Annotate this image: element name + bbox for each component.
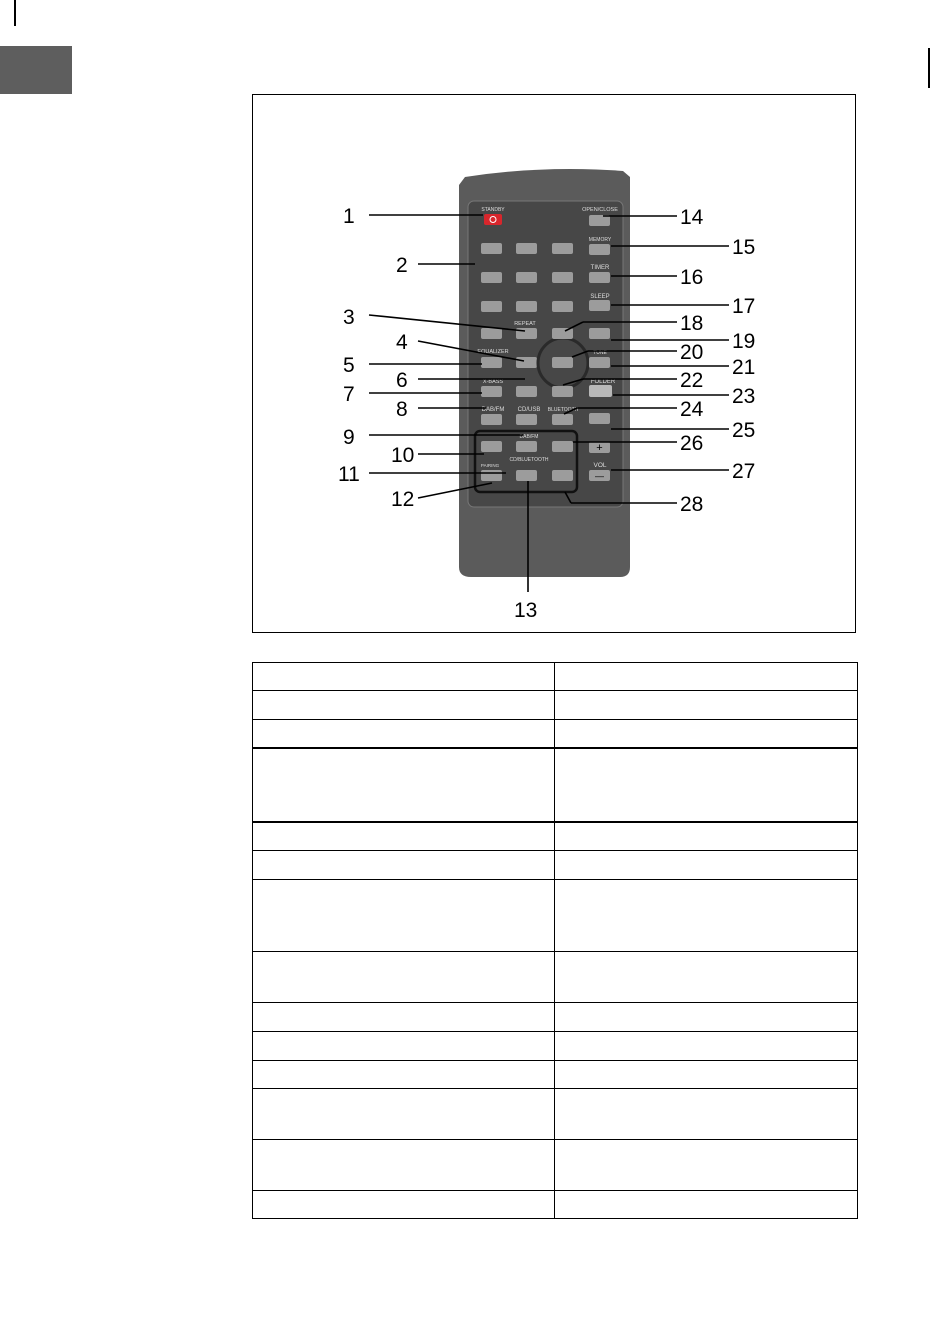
language-tab — [0, 46, 72, 94]
stop-button[interactable] — [516, 470, 537, 481]
table-cell-function — [555, 851, 858, 880]
stop-tuning-button[interactable] — [589, 328, 610, 339]
sleep-label: SLEEP — [590, 294, 610, 300]
table-cell-control — [253, 1140, 555, 1191]
page-edge-mark-left — [14, 0, 16, 26]
table-row — [253, 851, 858, 880]
memory-label: MEMORY — [588, 237, 612, 243]
table-row — [253, 1003, 858, 1032]
callout-13: 13 — [514, 599, 538, 622]
table-cell-control — [253, 1032, 555, 1061]
callout-3: 3 — [343, 306, 355, 329]
repeat-label: REPEAT — [514, 321, 536, 327]
plus-icon: + — [596, 442, 603, 454]
callout-16: 16 — [680, 266, 704, 289]
x-bass-label: X-BASS — [482, 379, 504, 385]
table-cell-function — [555, 748, 858, 822]
table-cell-control — [253, 851, 555, 880]
callout-23: 23 — [732, 385, 756, 408]
table-cell-function — [555, 822, 858, 851]
standby-button[interactable] — [484, 214, 502, 225]
x-bass-button[interactable] — [481, 386, 502, 397]
sleep-button[interactable] — [589, 300, 610, 311]
key-9[interactable] — [552, 301, 573, 312]
cd-bluetooth-group-label: CD/BLUETOOTH — [509, 457, 549, 463]
callout-18: 18 — [680, 312, 704, 335]
table-cell-function — [555, 1140, 858, 1191]
callout-17: 17 — [732, 295, 756, 318]
timer-button[interactable] — [589, 272, 610, 283]
minus-icon: — — [595, 471, 604, 481]
callout-9: 9 — [343, 426, 355, 449]
callout-22: 22 — [680, 369, 704, 392]
table-cell-function — [555, 720, 858, 749]
table-row — [253, 1191, 858, 1219]
callout-12: 12 — [391, 488, 415, 511]
skip-back-button[interactable] — [516, 357, 537, 368]
table-cell-control — [253, 880, 555, 952]
key-1[interactable] — [481, 243, 502, 254]
table-cell-control — [253, 748, 555, 822]
table-cell-function — [555, 952, 858, 1003]
play-pause-button[interactable] — [552, 470, 573, 481]
table-cell-control — [253, 822, 555, 851]
table-cell-control — [253, 663, 555, 691]
mute-button[interactable] — [589, 413, 610, 424]
skip-forward-button[interactable] — [589, 357, 610, 368]
callout-4: 4 — [396, 331, 408, 354]
scan-button[interactable] — [516, 441, 537, 452]
table-row — [253, 720, 858, 749]
prog-button[interactable] — [516, 386, 537, 397]
table-row — [253, 691, 858, 720]
table-cell-control — [253, 1061, 555, 1089]
callout-7: 7 — [343, 383, 355, 406]
table-cell-function — [555, 1089, 858, 1140]
callout-27: 27 — [732, 460, 756, 483]
page-edge-mark-right — [928, 48, 930, 88]
callout-15: 15 — [732, 236, 756, 259]
table-cell-function — [555, 1003, 858, 1032]
callout-19: 19 — [732, 330, 756, 353]
callout-5: 5 — [343, 354, 355, 377]
table-cell-control — [253, 691, 555, 720]
nav-up-button[interactable] — [552, 328, 573, 339]
table-cell-function — [555, 880, 858, 952]
table-cell-control — [253, 1089, 555, 1140]
callout-14: 14 — [680, 206, 704, 229]
standby-label: STANDBY — [481, 207, 505, 213]
bluetooth-button[interactable] — [552, 414, 573, 425]
button-function-table — [252, 662, 858, 1219]
table-row — [253, 1140, 858, 1191]
key-7[interactable] — [481, 301, 502, 312]
open-close-label: OPEN/CLOSE — [582, 207, 618, 213]
table-cell-function — [555, 691, 858, 720]
callout-21: 21 — [732, 356, 756, 379]
key-3[interactable] — [552, 243, 573, 254]
vol-label: VOL — [593, 462, 607, 469]
bluetooth-label: BLUETOOTH — [547, 407, 579, 413]
table-cell-function — [555, 1032, 858, 1061]
key-6[interactable] — [552, 272, 573, 283]
callout-26: 26 — [680, 432, 704, 455]
table-row — [253, 1061, 858, 1089]
cd-usb-label: CD/USB — [517, 407, 541, 413]
table-row — [253, 1089, 858, 1140]
dab-fm-group-label: DAB/FM — [519, 434, 539, 440]
key-2[interactable] — [516, 243, 537, 254]
pairing-button[interactable] — [481, 470, 502, 481]
remote-control-diagram — [253, 95, 857, 634]
memory-button[interactable] — [589, 244, 610, 255]
equalizer-label: EQUALIZER — [477, 349, 509, 355]
pairing-label: PAIRING — [480, 463, 500, 468]
menu-button[interactable] — [552, 441, 573, 452]
info-button[interactable] — [481, 441, 502, 452]
cd-usb-button[interactable] — [516, 414, 537, 425]
callout-2: 2 — [396, 254, 408, 277]
nav-down-button[interactable] — [552, 386, 573, 397]
key-8[interactable] — [516, 301, 537, 312]
callout-11: 11 — [338, 463, 360, 486]
tune-label: TUNE — [593, 350, 607, 356]
table-cell-control — [253, 952, 555, 1003]
table-cell-control — [253, 1003, 555, 1032]
callout-20: 20 — [680, 341, 704, 364]
table-cell-control — [253, 720, 555, 749]
numeric-keypad — [481, 243, 573, 312]
key-5[interactable] — [516, 272, 537, 283]
key-0[interactable] — [481, 328, 502, 339]
table-cell-function — [555, 663, 858, 691]
remote-control-figure — [252, 94, 856, 633]
table-row — [253, 880, 858, 952]
table-cell-control — [253, 1191, 555, 1219]
folder-label: FOLDER — [590, 379, 616, 385]
equalizer-button[interactable] — [481, 357, 502, 368]
callout-6: 6 — [396, 369, 408, 392]
table-row — [253, 952, 858, 1003]
table-row — [253, 663, 858, 691]
timer-label: TIMER — [590, 265, 610, 271]
table-row — [253, 822, 858, 851]
table-row — [253, 1032, 858, 1061]
callout-10: 10 — [391, 444, 415, 467]
table-row — [253, 748, 858, 822]
folder-button[interactable] — [589, 385, 612, 397]
table-cell-function — [555, 1191, 858, 1219]
callout-1: 1 — [343, 205, 355, 228]
callout-24: 24 — [680, 398, 704, 421]
callout-28: 28 — [680, 493, 704, 516]
dab-fm-label: DAB/FM — [481, 407, 505, 413]
key-4[interactable] — [481, 272, 502, 283]
callout-8: 8 — [396, 398, 408, 421]
enter-button[interactable] — [552, 357, 573, 368]
callout-25: 25 — [732, 419, 756, 442]
table-cell-function — [555, 1061, 858, 1089]
dab-fm-button[interactable] — [481, 414, 502, 425]
